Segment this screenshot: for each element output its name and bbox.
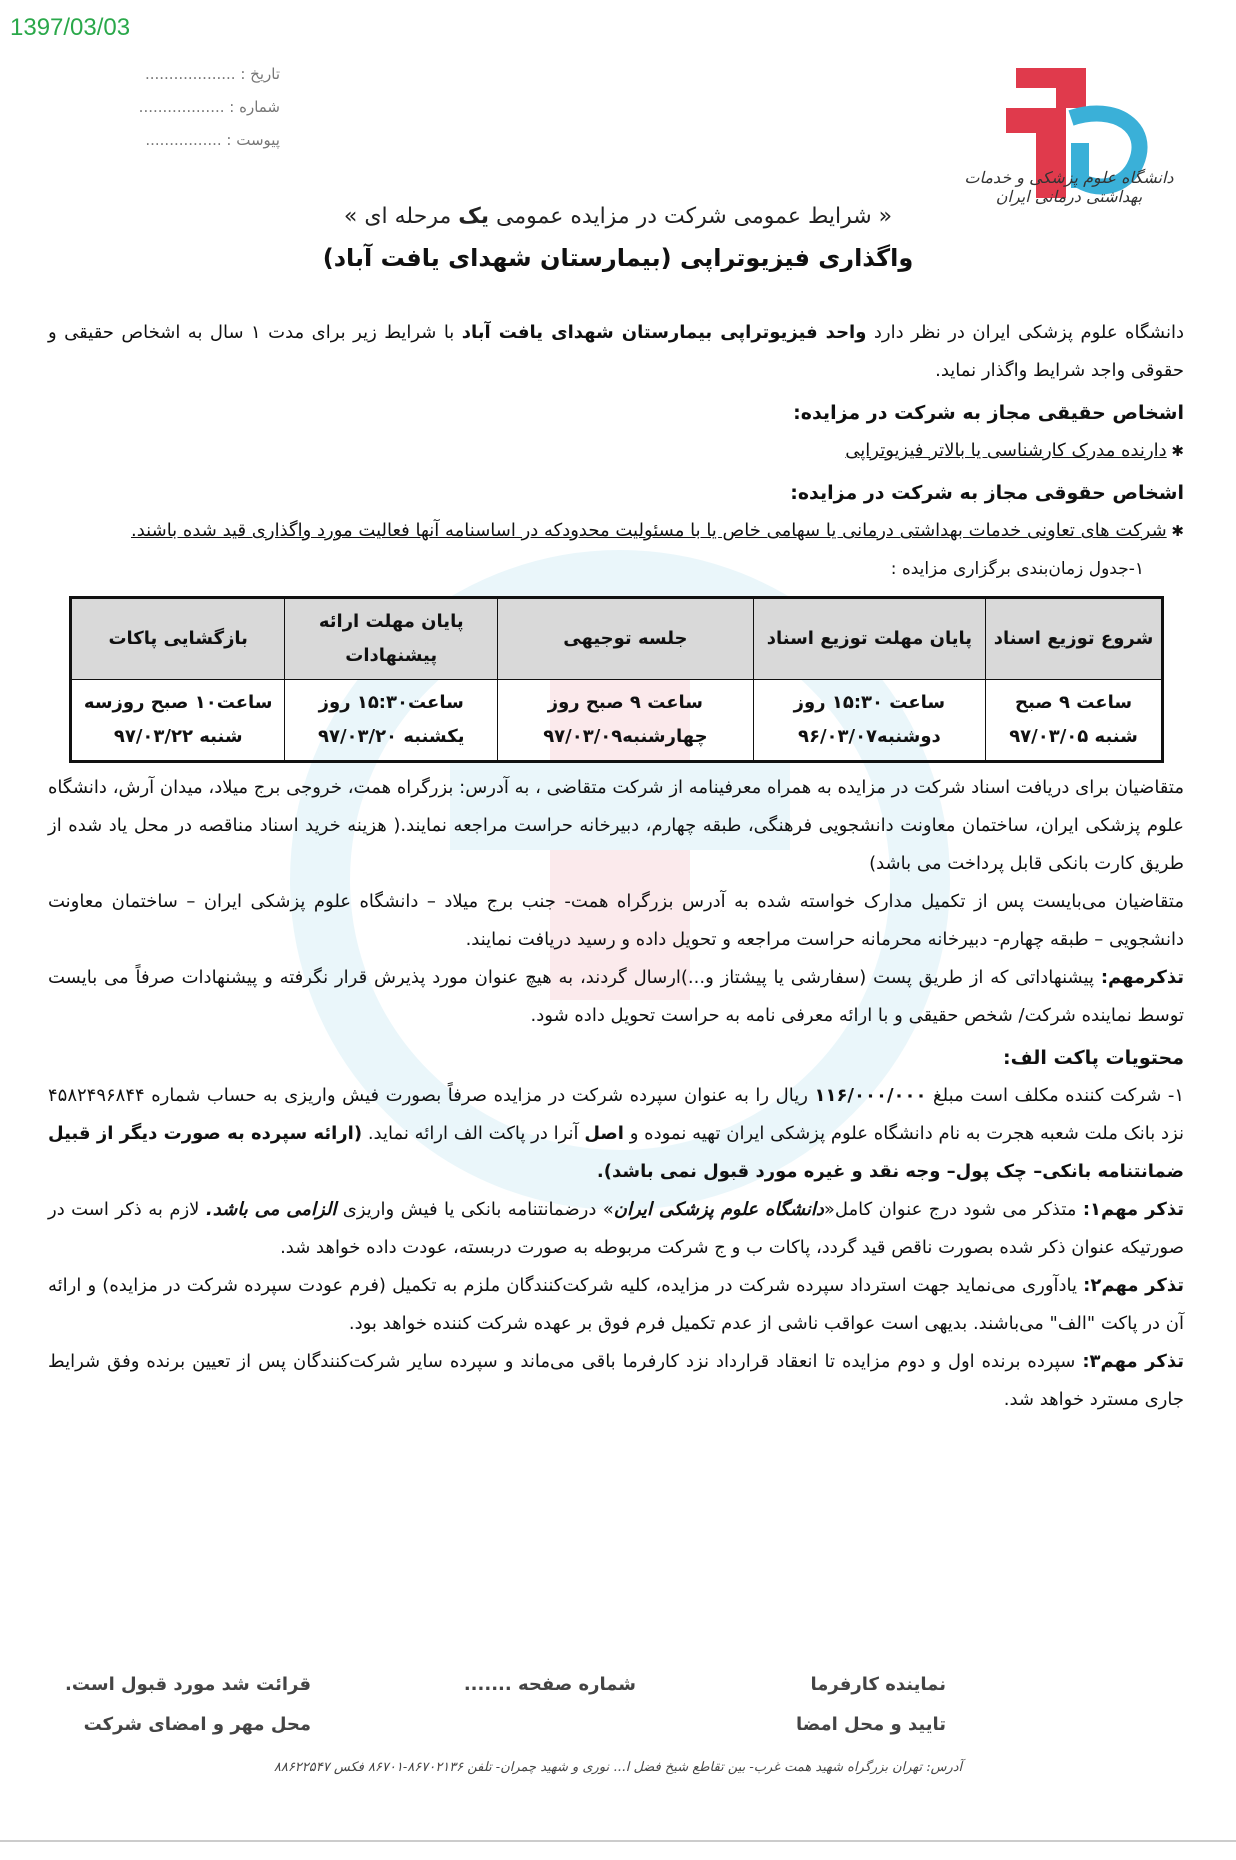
employer-rep: نماینده کارفرما: [810, 1674, 946, 1695]
note-1-text-a: متذکر می شود درج عنوان کامل«: [823, 1199, 1077, 1220]
intro-paragraph: [48, 314, 1184, 390]
important-note-text: پیشنهاداتی که از طریق پست (سفارشی یا پیشتاز و...)ارسال گردند، به هیچ عنوان مورد پذیرش قرار نگرفته و پیشنهادات صرفاً می بایست توسط نماینده شرکت/ شخص حقیقی و با ارائه معرفی نامه به حراست تحویل داده شود.: [48, 967, 1184, 1026]
letter-meta: [130, 58, 280, 157]
title-open: « شرایط عمومی شرکت در مزایده عمومی: [496, 204, 893, 229]
receive-docs-paragraph: متقاضیان برای دریافت اسناد شرکت در مزایده به همراه معرفینامه از شرکت متقاضی ، به آدرس: بزرگراه همت، خروجی برج میلاد، میدان آرش، دانشگاه علوم پزشکی ایران، ساختمان معاونت دانشجویی فرهنگی، طبقه چهارم، دبیرخانه حراست مراجعه نمایند.( هزینه خرید اسناد مناقصه در محل یاد شده از طریق کارت بانکی قابل پرداخت می باشد): [48, 777, 1184, 874]
approve-sign: تایید و محل امضا: [795, 1714, 946, 1735]
stamp-date: 1397/03/03: [10, 14, 131, 41]
note-2-text: یادآوری می‌نماید جهت استرداد سپرده شرکت در مزایده، کلیه شرکت‌کنندگان ملزم به تکمیل (فرم عودت سپرده شرکت در مزایده) و ارائه آن در پاکت "الف" می‌باشند. بدیهی است عواقب ناشی از عدم تکمیل فرم فوق بر عهده شرکت کننده خواهد بود.: [48, 1275, 1184, 1334]
schedule-header: پایان مهلت ارائه پیشنهادات: [285, 598, 498, 680]
item1-text-a: شرکت کننده مکلف است مبلغ: [933, 1085, 1162, 1106]
schedule-header: پایان مهلت توزیع اسناد: [753, 598, 985, 680]
note-1-text-c: لازم به ذکر است در صورتیکه عنوان ذکر شده بصورت ناقص قید گردد، پاکات ب و ج شرکت مربوطه به صورت دربسته، عودت داده خواهد شد.: [48, 1199, 1184, 1258]
note-3: [48, 1343, 1184, 1419]
schedule-header: شروع توزیع اسناد: [986, 598, 1163, 680]
read-accepted: قرائت شد مورد قبول است.: [65, 1674, 311, 1695]
legal-persons-item-text: شرکت های تعاونی خدمات بهداشتی درمانی یا سهامی خاص یا با مسئولیت محدودکه در اساسنامه آنها فعالیت مورد واگذاری قید شده باشند.: [131, 520, 1167, 541]
employer-signature-block: [796, 1665, 946, 1745]
item1-text-b: ریال را به عنوان سپرده شرکت در مزایده صرفاً بصورت فیش واریزی به حساب شماره ۴۵۸۲۴۹۶۸۴۴ نزد بانک ملت شعبه هجرت به نام دانشگاه علوم پزشکی ایران تهیه نموده و: [48, 1085, 1184, 1144]
real-persons-heading: اشخاص حقیقی مجاز به شرکت در مزایده:: [793, 402, 1184, 424]
intro-text-b: با شرایط زیر برای مدت ۱ سال به اشخاص حقیقی و حقوقی واجد شرایط واگذار نماید.: [48, 322, 1184, 381]
deposit-amount: ۱۱۶/۰۰۰/۰۰۰: [814, 1085, 927, 1106]
doc-title-line1: [0, 204, 1236, 229]
schedule-cell: ساعت ۱۵:۳۰ روز دوشنبه۹۶/۰۳/۰۷: [753, 680, 985, 762]
page-number: شماره صفحه .......: [463, 1674, 636, 1695]
important-note-label: تذکرمهم:: [1100, 967, 1184, 988]
note-2-label: تذکر مهم۲:: [1083, 1275, 1184, 1296]
note-1-university: دانشگاه علوم پزشکی ایران: [613, 1199, 824, 1220]
bottom-divider: [0, 1840, 1236, 1842]
meta-date: تاریخ : ...................: [144, 65, 280, 83]
packet-a-heading: محتویات پاکت الف:: [1002, 1047, 1184, 1069]
doc-title-line2: واگذاری فیزیوتراپی (بیمارستان شهدای یافت آباد): [322, 244, 914, 272]
title-close: مرحله ای »: [343, 204, 452, 229]
schedule-cell: ساعت ۹ صبح شنبه ۹۷/۰۳/۰۵: [986, 680, 1163, 762]
legal-persons-heading: اشخاص حقوقی مجاز به شرکت در مزایده:: [790, 482, 1184, 504]
logo-caption: دانشگاه علوم پزشکی و خدمات بهداشتی درمانی ایران: [964, 168, 1174, 206]
note-3-label: تذکر مهم۳:: [1082, 1351, 1184, 1372]
schedule-row: [71, 680, 1163, 762]
intro-unit: واحد فیزیوتراپی بیمارستان شهدای یافت آباد: [461, 322, 867, 343]
packet-a-item1: [48, 1077, 1184, 1191]
important-note: [48, 959, 1184, 1035]
legal-persons-item: [48, 512, 1184, 550]
schedule-cell: ساعت۱۵:۳۰ روز یکشنبه ۹۷/۰۳/۲۰: [285, 680, 498, 762]
note-1-required: الزامی می باشد.: [205, 1199, 337, 1220]
meta-attachment: پیوست : ................: [145, 131, 280, 149]
schedule-header: جلسه توجیهی: [498, 598, 754, 680]
item1-condition: (ارائه سپرده به صورت دیگر از قبیل ضمانتنامه بانکی– چک پول– وجه نقد و غیره مورد قبول نمی باشد).: [48, 1123, 1184, 1182]
meta-number: شماره : ..................: [138, 98, 280, 116]
schedule-table: [69, 596, 1164, 763]
page-number-block: [464, 1665, 636, 1705]
deliver-docs-paragraph: متقاضیان می‌بایست پس از تکمیل مدارک خواسته شده به آدرس بزرگراه همت- جنب برج میلاد – دانشگاه علوم پزشکی ایران – ساختمان معاونت دانشجویی – طبقه چهارم- دبیرخانه محرمانه حراست مراجعه و تحویل داده و رسید دریافت نمایند.: [48, 891, 1184, 950]
company-signature-block: [65, 1665, 311, 1745]
intro-text-a: دانشگاه علوم پزشکی ایران در نظر دارد: [873, 322, 1184, 343]
schedule-cell: ساعت ۹ صبح روز چهارشنبه۹۷/۰۳/۰۹: [498, 680, 754, 762]
note-1: [48, 1191, 1184, 1267]
title-bold: یک: [458, 204, 490, 229]
footer-address: آدرس: تهران بزرگراه شهید همت غرب- بین تقاطع شیخ فضل ا... نوری و شهید چمران- تلفن ۸۶۷۰۲۱۳۶-۸۶۷۰۱ فکس ۸۸۶۲۲۵۴۷: [273, 1760, 963, 1775]
schedule-header-row: [71, 598, 1163, 680]
document-body: [48, 314, 1184, 1419]
schedule-caption: ۱-جدول زمان‌بندی برگزاری مزایده :: [890, 559, 1144, 579]
item1-original: اصل: [584, 1123, 624, 1144]
note-1-text-b: » درضمانتنامه بانکی یا فیش واریزی: [342, 1199, 614, 1220]
item1-text-c: آنرا در پاکت الف ارائه نماید.: [367, 1123, 579, 1144]
schedule-header: بازگشایی پاکات: [71, 598, 285, 680]
item1-number: ۱-: [1167, 1085, 1185, 1106]
real-persons-item: [48, 432, 1184, 470]
note-2: [48, 1267, 1184, 1343]
note-3-text: سپرده برنده اول و دوم مزایده تا انعقاد قرارداد نزد کارفرما باقی می‌ماند و سپرده سایر شرکت‌کنندگان پس از تعیین برنده وفق شرایط جاری مسترد خواهد شد.: [48, 1351, 1184, 1410]
real-persons-item-text: دارنده مدرک کارشناسی یا بالاتر فیزیوتراپی: [845, 440, 1167, 461]
schedule-cell: ساعت۱۰ صبح روزسه شنبه ۹۷/۰۳/۲۲: [71, 680, 285, 762]
note-1-label: تذکر مهم۱:: [1082, 1199, 1184, 1220]
company-seal: محل مهر و امضای شرکت: [83, 1714, 311, 1735]
